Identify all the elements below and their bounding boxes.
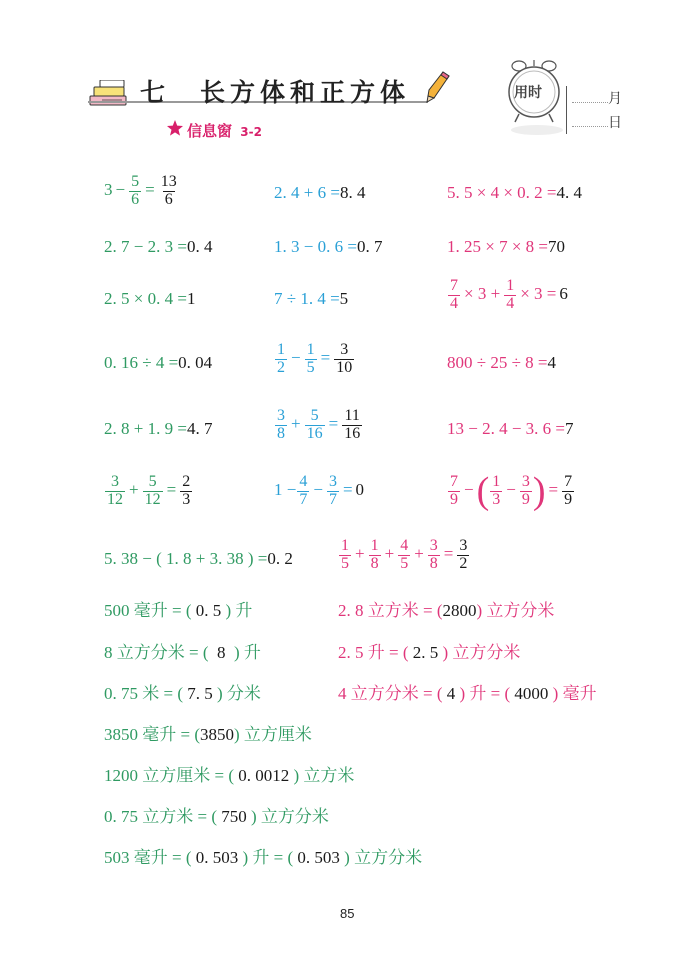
unit-conv-3-right: 4 立方分米 = ( 4 ) 升 = ( 4000 ) 毫升 xyxy=(338,684,597,703)
unit-conv-2-right: 2. 5 升 = ( 2. 5 ) 立方分米 xyxy=(338,643,521,662)
clock-label: 用时 xyxy=(514,85,542,101)
problem-r2c: 1. 25 × 7 × 8 =70 xyxy=(447,237,566,256)
pencil-icon xyxy=(425,70,451,104)
problem-r2a: 2. 7 − 2. 3 =0. 4 xyxy=(104,237,213,256)
star-icon xyxy=(166,119,184,137)
problem-r5a: 2. 8 + 1. 9 =4. 7 xyxy=(104,419,213,438)
chapter-number: 七 xyxy=(140,78,171,107)
day-field[interactable] xyxy=(572,112,622,132)
problem-r7b: $\frac{1}{5}$ + $\frac{1}{8}$ + $\frac{4}{5}$ + $\frac{3}{8}$ = $\frac{3}{2}$ xyxy=(341,537,468,572)
problem-r2b: 1. 3 − 0. 6 =0. 7 xyxy=(274,237,383,256)
problem-r3c: $\frac{7}{4}$ × 3 + $\frac{1}{4}$ × 3 = 6 xyxy=(450,277,568,312)
problem-r4c: 800 ÷ 25 ÷ 8 =4 xyxy=(447,353,556,372)
problem-r6a: $\frac{3}{12}$ + $\frac{5}{12}$ = $\frac{2}{3}$ xyxy=(107,473,191,508)
unit-conv-5: 1200 立方厘米 = ( 0. 0012 ) 立方米 xyxy=(104,766,355,785)
page-title: 长方体和正方体 xyxy=(200,78,411,107)
unit-conv-3-left: 0. 75 米 = ( 7. 5 ) 分米 xyxy=(104,684,261,703)
month-label: 月 xyxy=(608,91,622,107)
problem-r4b: $\frac{1}{2}$ − $\frac{1}{5}$ = $\frac{3}{10}$ xyxy=(277,341,353,376)
problem-r1a: 3 − $\frac{5}{6}$ = $\frac{13}{6}$ xyxy=(104,173,177,208)
problem-r6b: 1 − $\frac{4}{7}$ − $\frac{3}{7}$ = 0 xyxy=(274,473,365,508)
month-field[interactable] xyxy=(572,88,622,108)
problem-r4a: 0. 16 ÷ 4 =0. 04 xyxy=(104,353,213,372)
day-label: 日 xyxy=(608,115,622,131)
problem-r3b: 7 ÷ 1. 4 =5 xyxy=(274,289,349,308)
books-icon xyxy=(88,80,130,108)
section-label: 信息窗 3-2 xyxy=(187,122,262,140)
problem-r1b: 2. 4 + 6 =8. 4 xyxy=(274,183,366,202)
unit-conv-7: 503 毫升 = ( 0. 503 ) 升 = ( 0. 503 ) 立方分米 xyxy=(104,848,423,867)
unit-conv-1-left: 500 毫升 = ( 0. 5 ) 升 xyxy=(104,601,253,620)
problem-r6c: $\frac{7}{9}$ −( $\frac{1}{3}$ − $\frac{3}{9}$ ) = $\frac{7}{9}$ xyxy=(450,469,573,512)
problem-r1c: 5. 5 × 4 × 0. 2 =4. 4 xyxy=(447,183,583,202)
date-divider xyxy=(566,86,567,134)
unit-conv-4: 3850 毫升 = (3850) 立方厘米 xyxy=(104,725,312,744)
page-number: 85 xyxy=(340,906,355,921)
unit-conv-1-right: 2. 8 立方米 = (2800) 立方分米 xyxy=(338,601,555,620)
problem-r5b: $\frac{3}{8}$ + $\frac{5}{16}$ = $\frac{11}{16}$ xyxy=(277,407,361,442)
problem-r7a: 5. 38 − ( 1. 8 + 3. 38 ) =0. 2 xyxy=(104,549,293,568)
unit-conv-6: 0. 75 立方米 = ( 750 ) 立方分米 xyxy=(104,807,329,826)
problem-r3a: 2. 5 × 0. 4 =1 xyxy=(104,289,196,308)
unit-conv-2-left: 8 立方分米 = ( 8 ) 升 xyxy=(104,643,261,662)
problem-r5c: 13 − 2. 4 − 3. 6 =7 xyxy=(447,419,574,438)
